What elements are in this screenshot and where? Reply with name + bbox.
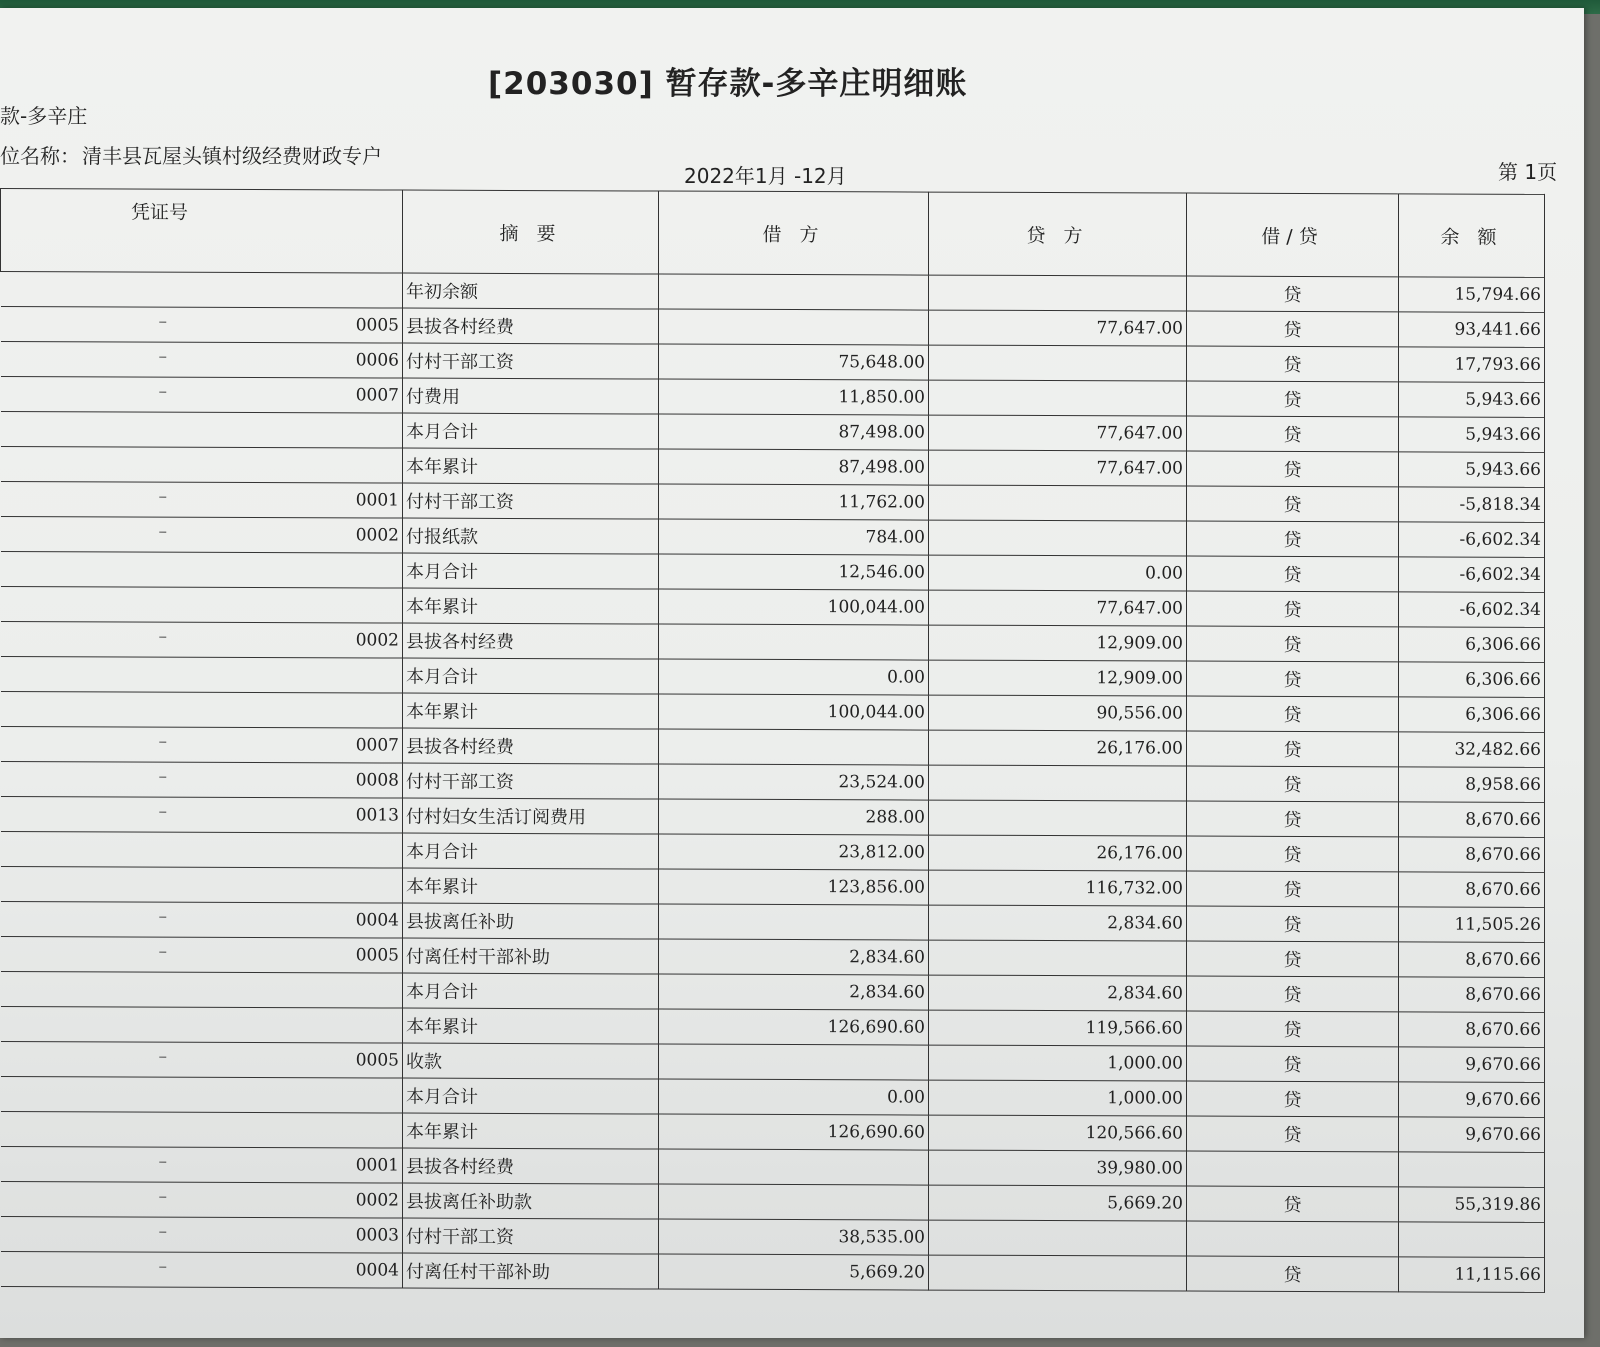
debit-cell: 23,524.00 — [659, 764, 929, 800]
voucher-cell — [1, 517, 403, 554]
summary-cell: 本年累计 — [403, 1008, 659, 1044]
summary-cell: 本年累计 — [403, 1113, 659, 1149]
debit-cell — [659, 904, 929, 940]
table-row — [1, 727, 1545, 768]
summary-cell: 付离任村干部补助 — [403, 1253, 659, 1289]
table-row — [1, 762, 1545, 803]
credit-cell — [929, 765, 1187, 801]
summary-cell: 付费用 — [403, 378, 659, 414]
dc-cell: 贷 — [1187, 1081, 1399, 1117]
voucher-cell — [1, 552, 403, 589]
voucher-number: 0007 — [355, 385, 399, 406]
voucher-number: 0001 — [355, 490, 399, 511]
dc-cell: 贷 — [1187, 871, 1399, 907]
debit-cell: 38,535.00 — [659, 1219, 929, 1255]
debit-cell: 100,044.00 — [659, 589, 929, 625]
table-row — [1, 342, 1545, 383]
summary-cell: 本年累计 — [403, 693, 659, 729]
summary-cell: 本月合计 — [403, 413, 659, 449]
voucher-dash: – — [158, 801, 167, 822]
credit-cell: 119,566.60 — [929, 1010, 1187, 1046]
balance-cell: 6,306.66 — [1399, 662, 1545, 698]
credit-cell: 2,834.60 — [929, 905, 1187, 941]
summary-cell: 付村干部工资 — [403, 483, 659, 519]
col-balance: 余 额 — [1399, 194, 1545, 278]
debit-cell: 87,498.00 — [659, 449, 929, 485]
debit-cell — [659, 1184, 929, 1220]
voucher-cell — [1, 902, 403, 939]
credit-cell: 26,176.00 — [929, 730, 1187, 766]
summary-cell: 本年累计 — [403, 588, 659, 624]
unit-name: 清丰县瓦屋头镇村级经费财政专户 — [82, 144, 382, 168]
summary-cell: 付村干部工资 — [403, 1218, 659, 1254]
balance-cell: 8,670.66 — [1399, 837, 1545, 873]
voucher-number: 0002 — [355, 630, 399, 651]
credit-cell — [929, 1255, 1187, 1291]
voucher-dash: – — [158, 1186, 167, 1207]
voucher-cell — [1, 1077, 403, 1114]
dc-cell: 贷 — [1187, 731, 1399, 767]
summary-cell: 本年累计 — [403, 448, 659, 484]
balance-cell: -6,602.34 — [1399, 522, 1545, 558]
balance-cell: 6,306.66 — [1399, 697, 1545, 733]
voucher-cell — [1, 657, 403, 694]
unit-line — [0, 140, 384, 169]
summary-cell: 本月合计 — [403, 973, 659, 1009]
voucher-dash: – — [158, 486, 167, 507]
period: 2022年1月 -12月 — [684, 164, 847, 188]
col-dc: 借/贷 — [1187, 193, 1399, 277]
voucher-dash: – — [158, 381, 167, 402]
table-row — [1, 867, 1545, 908]
summary-cell: 本月合计 — [403, 658, 659, 694]
balance-cell: 9,670.66 — [1399, 1047, 1545, 1083]
table-row — [1, 1217, 1545, 1258]
credit-cell: 39,980.00 — [929, 1150, 1187, 1186]
summary-cell: 本月合计 — [403, 1078, 659, 1114]
debit-cell: 75,648.00 — [659, 344, 929, 380]
credit-cell: 12,909.00 — [929, 660, 1187, 696]
balance-cell: 11,115.66 — [1399, 1257, 1545, 1293]
voucher-cell — [1, 1042, 403, 1079]
debit-cell: 123,856.00 — [659, 869, 929, 905]
voucher-dash: – — [158, 346, 167, 367]
debit-cell: 126,690.60 — [659, 1114, 929, 1150]
voucher-dash: – — [158, 766, 167, 787]
dc-cell: 贷 — [1187, 1186, 1399, 1222]
voucher-cell — [1, 972, 403, 1009]
dc-cell — [1187, 1151, 1399, 1187]
summary-cell: 县拔各村经费 — [403, 728, 659, 764]
credit-cell: 0.00 — [929, 555, 1187, 591]
summary-cell: 付村干部工资 — [403, 343, 659, 379]
voucher-cell — [1, 832, 403, 869]
table-row — [1, 412, 1545, 453]
voucher-dash: – — [158, 521, 167, 542]
unit-label: 位名称： — [0, 144, 80, 168]
summary-cell: 本月合计 — [403, 833, 659, 869]
balance-cell: 9,670.66 — [1399, 1117, 1545, 1153]
dc-cell: 贷 — [1187, 976, 1399, 1012]
balance-cell: 5,943.66 — [1399, 382, 1545, 418]
voucher-cell — [1, 447, 403, 484]
table-row — [1, 902, 1545, 943]
voucher-number: 0003 — [355, 1225, 399, 1246]
voucher-dash: – — [158, 906, 167, 927]
balance-cell: 55,319.86 — [1399, 1187, 1545, 1223]
credit-cell — [929, 520, 1187, 556]
table-row — [1, 797, 1545, 838]
table-row — [1, 692, 1545, 733]
debit-cell: 2,834.60 — [659, 974, 929, 1010]
header-row — [1, 189, 1545, 278]
table-row — [1, 1182, 1545, 1223]
summary-cell: 付离任村干部补助 — [403, 938, 659, 974]
ledger-title: [203030] 暂存款-多辛庄明细账 — [488, 66, 968, 102]
voucher-number: 0006 — [355, 350, 399, 371]
table-row — [1, 832, 1545, 873]
dc-cell: 贷 — [1187, 591, 1399, 627]
dc-cell: 贷 — [1187, 451, 1399, 487]
debit-cell: 11,762.00 — [659, 484, 929, 520]
voucher-cell — [1, 307, 403, 344]
summary-cell: 县拔离任补助 — [403, 903, 659, 939]
table-row — [1, 482, 1545, 523]
balance-cell: 8,958.66 — [1399, 767, 1545, 803]
summary-cell: 县拔各村经费 — [403, 1148, 659, 1184]
credit-cell — [929, 485, 1187, 521]
balance-cell: 8,670.66 — [1399, 942, 1545, 978]
page-number: 第 1页 — [1498, 160, 1558, 184]
account-name: 款-多辛庄 — [0, 104, 88, 128]
dc-cell: 贷 — [1187, 766, 1399, 802]
table-row — [1, 272, 1545, 313]
table-row — [1, 377, 1545, 418]
credit-cell: 1,000.00 — [929, 1080, 1187, 1116]
debit-cell: 0.00 — [659, 659, 929, 695]
table-row — [1, 1042, 1545, 1083]
table-row — [1, 1112, 1545, 1153]
dc-cell: 贷 — [1187, 941, 1399, 977]
voucher-dash: – — [158, 1221, 167, 1242]
dc-cell — [1187, 1221, 1399, 1257]
voucher-dash: – — [158, 626, 167, 647]
dc-cell: 贷 — [1187, 1256, 1399, 1292]
balance-cell: 11,505.26 — [1399, 907, 1545, 943]
debit-cell: 23,812.00 — [659, 834, 929, 870]
balance-cell: 93,441.66 — [1399, 312, 1545, 348]
balance-cell: -6,602.34 — [1399, 557, 1545, 593]
voucher-cell — [1, 587, 403, 624]
voucher-cell — [1, 1112, 403, 1149]
dc-cell: 贷 — [1187, 311, 1399, 347]
balance-cell — [1399, 1222, 1545, 1258]
col-summary: 摘 要 — [403, 190, 659, 274]
col-debit: 借 方 — [659, 191, 929, 275]
credit-cell: 77,647.00 — [929, 450, 1187, 486]
summary-cell: 县拔离任补助款 — [403, 1183, 659, 1219]
table-row — [1, 307, 1545, 348]
debit-cell: 5,669.20 — [659, 1254, 929, 1290]
credit-cell: 77,647.00 — [929, 415, 1187, 451]
dc-cell: 贷 — [1187, 556, 1399, 592]
dc-cell: 贷 — [1187, 276, 1399, 312]
voucher-cell — [1, 342, 403, 379]
table-row — [1, 972, 1545, 1013]
balance-cell: 8,670.66 — [1399, 977, 1545, 1013]
ledger-page — [0, 8, 1584, 1338]
voucher-number: 0004 — [355, 910, 399, 931]
col-voucher: 凭证号 — [1, 189, 403, 274]
table-row — [1, 1147, 1545, 1188]
table-row — [1, 447, 1545, 488]
credit-cell: 90,556.00 — [929, 695, 1187, 731]
balance-cell: -6,602.34 — [1399, 592, 1545, 628]
dc-cell: 贷 — [1187, 521, 1399, 557]
summary-cell: 县拔各村经费 — [403, 623, 659, 659]
voucher-cell — [1, 867, 403, 904]
table-row — [1, 622, 1545, 663]
voucher-number: 0005 — [355, 945, 399, 966]
debit-cell: 87,498.00 — [659, 414, 929, 450]
table-row — [1, 1252, 1545, 1293]
credit-cell — [929, 800, 1187, 836]
voucher-number: 0004 — [355, 1260, 399, 1281]
dc-cell: 贷 — [1187, 836, 1399, 872]
credit-cell: 12,909.00 — [929, 625, 1187, 661]
balance-cell: 8,670.66 — [1399, 1012, 1545, 1048]
dc-cell: 贷 — [1187, 1116, 1399, 1152]
dc-cell: 贷 — [1187, 801, 1399, 837]
table-row — [1, 1077, 1545, 1118]
balance-cell: 15,794.66 — [1399, 277, 1545, 313]
voucher-number: 0013 — [355, 805, 399, 826]
voucher-cell — [1, 1007, 403, 1044]
balance-cell: -5,818.34 — [1399, 487, 1545, 523]
voucher-cell — [1, 937, 403, 974]
dc-cell: 贷 — [1187, 486, 1399, 522]
credit-cell — [929, 345, 1187, 381]
summary-cell: 县拔各村经费 — [403, 308, 659, 344]
credit-cell: 5,669.20 — [929, 1185, 1187, 1221]
dc-cell: 贷 — [1187, 346, 1399, 382]
credit-cell: 77,647.00 — [929, 590, 1187, 626]
ledger-body — [1, 272, 1545, 1293]
table-row — [1, 937, 1545, 978]
dc-cell: 贷 — [1187, 626, 1399, 662]
debit-cell — [659, 1044, 929, 1080]
col-credit: 贷 方 — [929, 192, 1187, 276]
table-row — [1, 552, 1545, 593]
voucher-number: 0005 — [355, 1050, 399, 1071]
voucher-number: 0008 — [355, 770, 399, 791]
credit-cell: 77,647.00 — [929, 310, 1187, 346]
voucher-cell — [1, 412, 403, 449]
voucher-dash: – — [158, 1256, 167, 1277]
debit-cell — [659, 309, 929, 345]
voucher-dash: – — [158, 311, 167, 332]
table-row — [1, 587, 1545, 628]
dc-cell: 贷 — [1187, 661, 1399, 697]
summary-cell: 年初余额 — [403, 273, 659, 309]
debit-cell: 100,044.00 — [659, 694, 929, 730]
voucher-number: 0007 — [355, 735, 399, 756]
voucher-dash: – — [158, 731, 167, 752]
credit-cell: 116,732.00 — [929, 870, 1187, 906]
table-row — [1, 517, 1545, 558]
voucher-dash: – — [158, 1151, 167, 1172]
debit-cell: 12,546.00 — [659, 554, 929, 590]
balance-cell: 32,482.66 — [1399, 732, 1545, 768]
debit-cell: 2,834.60 — [659, 939, 929, 975]
voucher-number: 0002 — [355, 525, 399, 546]
table-row — [1, 657, 1545, 698]
credit-cell: 2,834.60 — [929, 975, 1187, 1011]
balance-cell: 6,306.66 — [1399, 627, 1545, 663]
table-row — [1, 1007, 1545, 1048]
debit-cell — [659, 1149, 929, 1185]
summary-cell: 本月合计 — [403, 553, 659, 589]
voucher-cell — [1, 1252, 403, 1289]
balance-cell: 8,670.66 — [1399, 802, 1545, 838]
voucher-cell — [1, 1217, 403, 1254]
voucher-dash: – — [158, 1046, 167, 1067]
voucher-cell — [1, 1182, 403, 1219]
voucher-cell — [1, 377, 403, 414]
balance-cell: 5,943.66 — [1399, 452, 1545, 488]
credit-cell — [929, 275, 1187, 311]
summary-cell: 本年累计 — [403, 868, 659, 904]
voucher-number: 0005 — [355, 315, 399, 336]
voucher-cell — [1, 272, 403, 309]
debit-cell: 784.00 — [659, 519, 929, 555]
balance-cell: 9,670.66 — [1399, 1082, 1545, 1118]
voucher-cell — [1, 727, 403, 764]
summary-cell: 付报纸款 — [403, 518, 659, 554]
balance-cell: 17,793.66 — [1399, 347, 1545, 383]
voucher-cell — [1, 692, 403, 729]
voucher-cell — [1, 482, 403, 519]
credit-cell — [929, 1220, 1187, 1256]
dc-cell: 贷 — [1187, 1011, 1399, 1047]
voucher-cell — [1, 1147, 403, 1184]
dc-cell: 贷 — [1187, 1046, 1399, 1082]
debit-cell: 11,850.00 — [659, 379, 929, 415]
voucher-cell — [1, 762, 403, 799]
summary-cell: 付村干部工资 — [403, 763, 659, 799]
credit-cell: 26,176.00 — [929, 835, 1187, 871]
balance-cell: 5,943.66 — [1399, 417, 1545, 453]
ledger-table — [0, 188, 1545, 1293]
credit-cell: 120,566.60 — [929, 1115, 1187, 1151]
summary-cell: 付村妇女生活订阅费用 — [403, 798, 659, 834]
debit-cell — [659, 624, 929, 660]
debit-cell: 288.00 — [659, 799, 929, 835]
debit-cell: 126,690.60 — [659, 1009, 929, 1045]
voucher-cell — [1, 797, 403, 834]
voucher-number: 0002 — [355, 1190, 399, 1211]
credit-cell — [929, 940, 1187, 976]
balance-cell: 8,670.66 — [1399, 872, 1545, 908]
dc-cell: 贷 — [1187, 381, 1399, 417]
dc-cell: 贷 — [1187, 416, 1399, 452]
voucher-dash: – — [158, 941, 167, 962]
debit-cell — [659, 729, 929, 765]
balance-cell — [1399, 1152, 1545, 1188]
debit-cell: 0.00 — [659, 1079, 929, 1115]
debit-cell — [659, 274, 929, 310]
voucher-number: 0001 — [355, 1155, 399, 1176]
credit-cell — [929, 380, 1187, 416]
summary-cell: 收款 — [403, 1043, 659, 1079]
voucher-cell — [1, 622, 403, 659]
dc-cell: 贷 — [1187, 696, 1399, 732]
dc-cell: 贷 — [1187, 906, 1399, 942]
credit-cell: 1,000.00 — [929, 1045, 1187, 1081]
